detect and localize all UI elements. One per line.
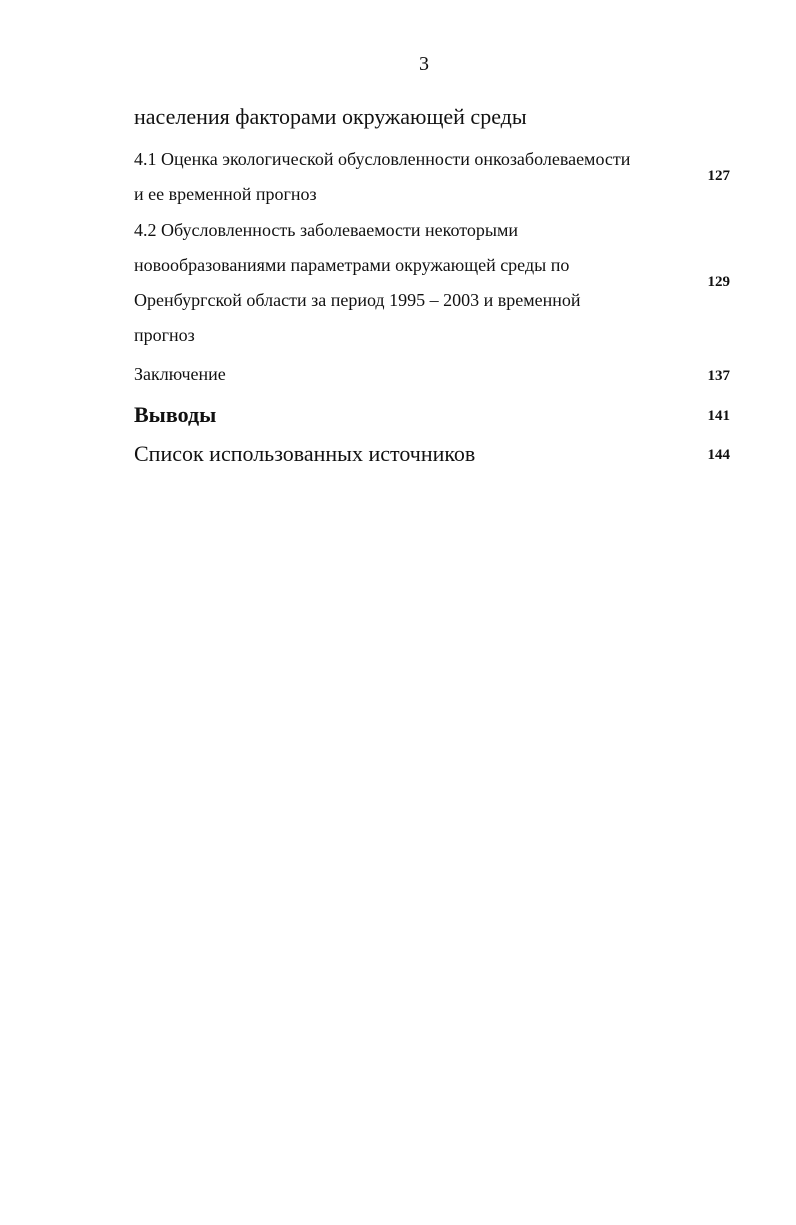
page-number: 3 xyxy=(419,53,429,75)
toc-section-4-2-line-3: Оренбургской области за период 1995 – 2003 и временной xyxy=(134,290,581,310)
toc-conclusion-label: Заключение xyxy=(134,364,226,384)
toc-section-4-1-line-1: 4.1 Оценка экологической обусловленности онкозаболеваемости xyxy=(134,149,631,169)
toc-references-page: 144 xyxy=(707,447,730,463)
toc-section-4-2-line-4: прогноз xyxy=(134,325,195,345)
toc-findings-label: Выводы xyxy=(134,402,217,427)
toc-section-4-1-line-2: и ее временной прогноз xyxy=(134,184,317,204)
toc-references-label: Список использованных источников xyxy=(134,441,476,466)
toc-section-4-2-page: 129 xyxy=(707,274,730,290)
toc-continued-line: населения факторами окружающей среды xyxy=(134,104,527,129)
toc-section-4-1-page: 127 xyxy=(707,168,730,184)
toc-conclusion-page: 137 xyxy=(707,368,730,384)
toc-findings-page: 141 xyxy=(707,408,730,424)
toc-section-4-2-line-2: новообразованиями параметрами окружающей среды по xyxy=(134,255,570,275)
toc-section-4-2-line-1: 4.2 Обусловленность заболеваемости некоторыми xyxy=(134,220,518,240)
